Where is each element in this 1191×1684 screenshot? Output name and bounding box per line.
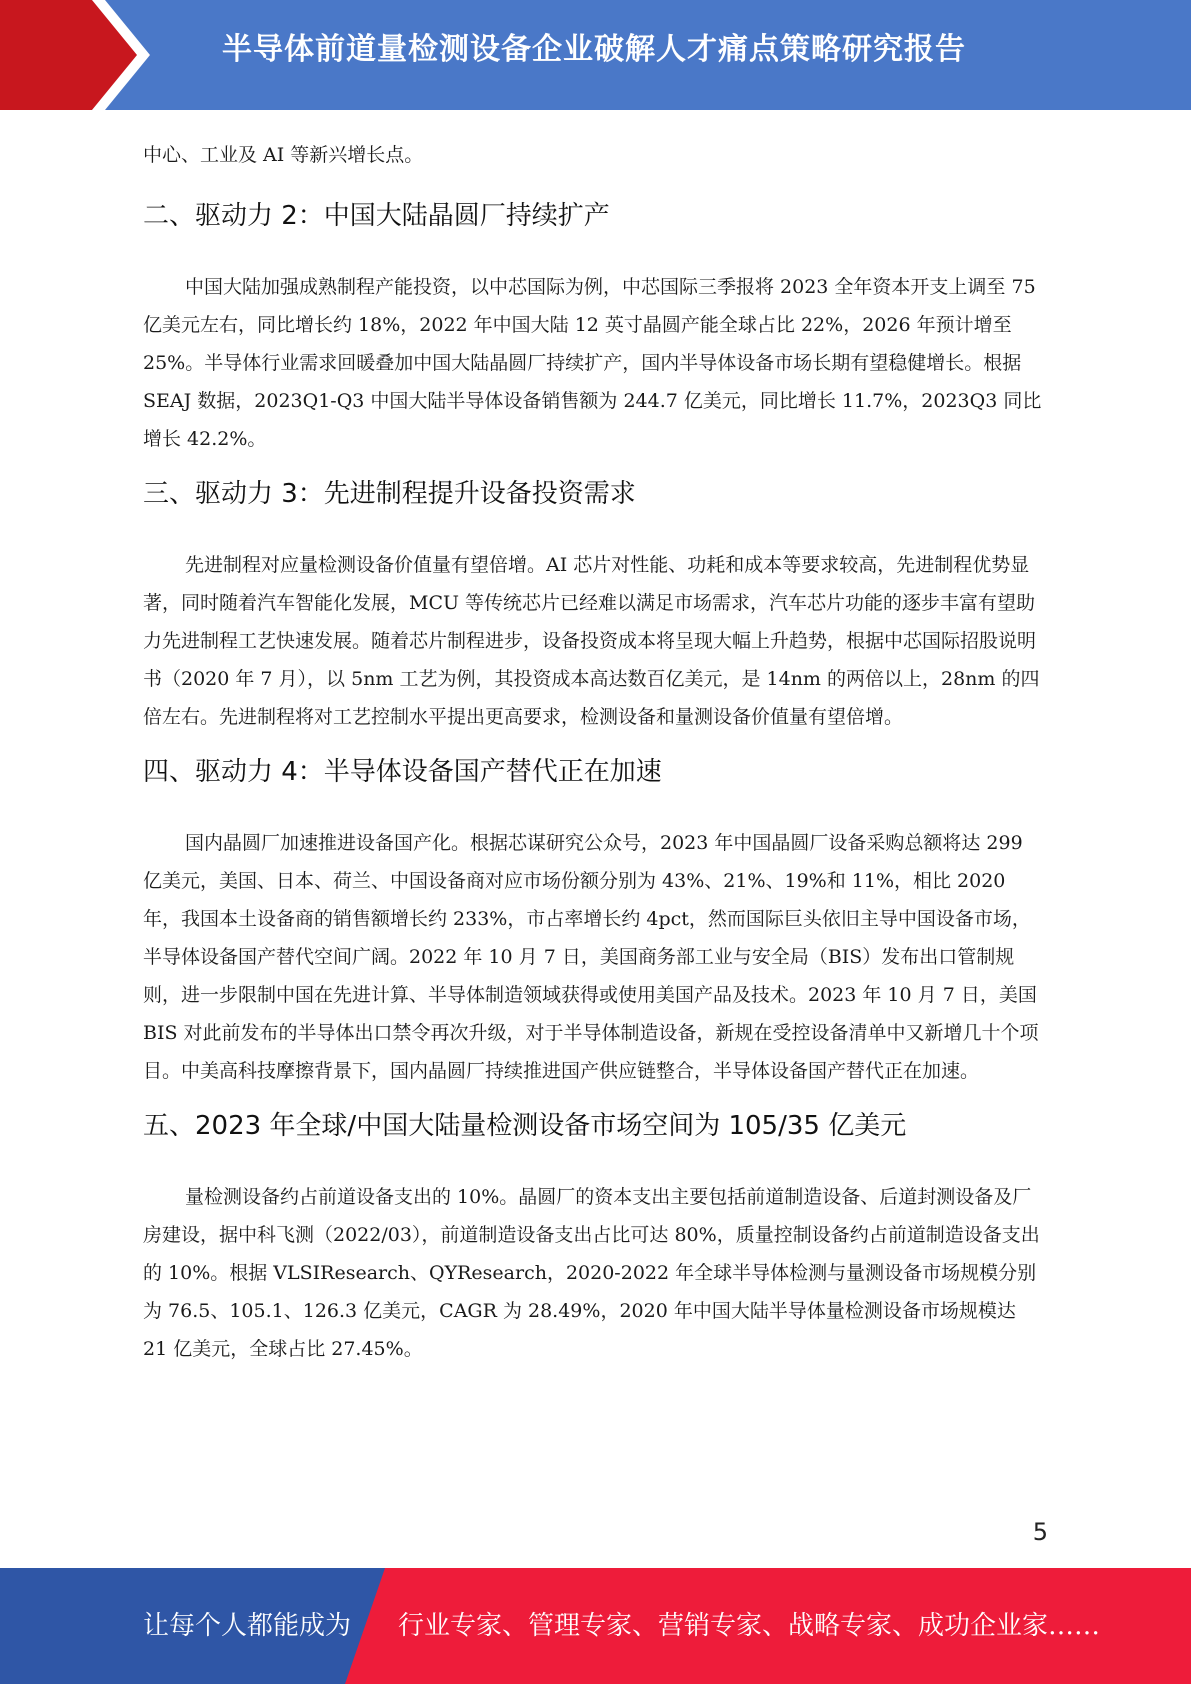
- page-footer: [0, 1568, 1191, 1684]
- section-paragraph-driver-3: 先进制程对应量检测设备价值量有望倍增。AI 芯片对性能、功耗和成本等要求较高，先进制程优势显著，同时随着汽车智能化发展，MCU 等传统芯片已经难以满足市场需求，汽车芯片功能的逐步丰富有望助力先进制程工艺快速发展。随着芯片制程进步，设备投资成本将呈现大幅上升趋势，根据中芯国际招股说明书（2020 年 7 月），以 5nm 工艺为例，其投资成本高达数百亿美元，是 14nm 的两倍以上，28nm 的四倍左右。先进制程将对工艺控制水平提出更高要求，检测设备和量测设备价值量有望倍增。: [143, 554, 1040, 728]
- page-number: 5: [1032, 1518, 1048, 1546]
- section-heading-driver-3: 三、驱动力 3：先进制程提升设备投资需求: [143, 479, 636, 509]
- header-title: 半导体前道量检测设备企业破解人才痛点策略研究报告: [222, 32, 966, 67]
- section-heading-driver-2: 二、驱动力 2：中国大陆晶圆厂持续扩产: [143, 201, 610, 231]
- section-paragraph-driver-2: 中国大陆加强成熟制程产能投资，以中芯国际为例，中芯国际三季报将 2023 全年资本开支上调至 75 亿美元左右，同比增长约 18%，2022 年中国大陆 12 英寸晶圆产能全球占比 22%，2026 年预计增至 25%。半导体行业需求回暖叠加中国大陆晶圆厂持续扩产，国内半导体设备市场长期有望稳健增长。根据 SEAJ 数据，2023Q1-Q3 中国大陆半导体设备销售额为 244.7 亿美元，同比增长 11.7%，2023Q3 同比增长 42.2%。: [143, 276, 1042, 450]
- page-header: [0, 0, 1191, 110]
- footer-slogan-right: 行业专家、管理专家、营销专家、战略专家、成功企业家……: [398, 1611, 1101, 1641]
- section-paragraph-driver-4: 国内晶圆厂加速推进设备国产化。根据芯谋研究公众号，2023 年中国晶圆厂设备采购总额将达 299 亿美元，美国、日本、荷兰、中国设备商对应市场份额分别为 43%、21%、19%和 11%，相比 2020 年，我国本土设备商的销售额增长约 233%，市占率增长约 4pct，然而国际巨头依旧主导中国设备市场，半导体设备国产替代空间广阔。2022 年 10 月 7 日，美国商务部工业与安全局（BIS）发布出口管制规则，进一步限制中国在先进计算、半导体制造领域获得或使用美国产品及技术。2023 年 10 月 7 日，美国 BIS 对此前发布的半导体出口禁令再次升级，对于半导体制造设备，新规在受控设备清单中又新增几十个项目。中美高科技摩擦背景下，国内晶圆厂持续推进国产供应链整合，半导体设备国产替代正在加速。: [143, 832, 1039, 1082]
- section-heading-market-size: 五、2023 年全球/中国大陆量检测设备市场空间为 105/35 亿美元: [143, 1111, 907, 1141]
- report-body: [143, 136, 1043, 1386]
- intro-tail-text: 中心、工业及 AI 等新兴增长点。: [143, 144, 424, 166]
- footer-slogan-left: 让每个人都能成为: [143, 1611, 352, 1641]
- section-heading-driver-4: 四、驱动力 4：半导体设备国产替代正在加速: [143, 757, 662, 787]
- section-paragraph-market-size: 量检测设备约占前道设备支出的 10%。晶圆厂的资本支出主要包括前道制造设备、后道封测设备及厂房建设，据中科飞测（2022/03），前道制造设备支出占比可达 80%，质量控制设备约占前道制造设备支出的 10%。根据 VLSIResearch、QYResearch，2020-2022 年全球半导体检测与量测设备市场规模分别为 76.5、105.1、126.3 亿美元，CAGR 为 28.49%，2020 年中国大陆半导体量检测设备市场规模达 21 亿美元，全球占比 27.45%。: [143, 1186, 1040, 1360]
